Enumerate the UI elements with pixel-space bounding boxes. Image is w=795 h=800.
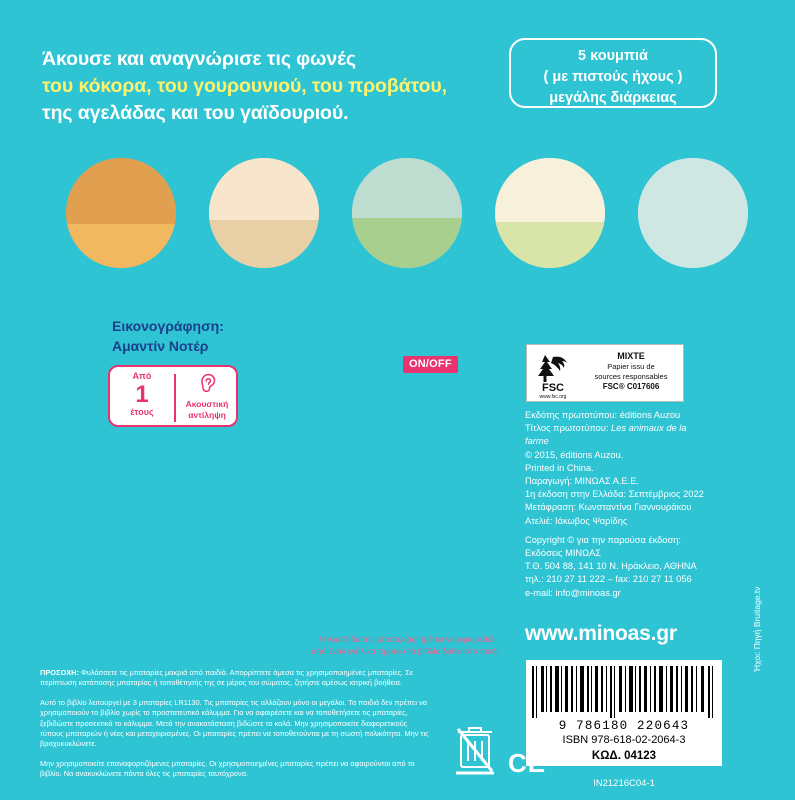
product-code: ΚΩΔ. 04123: [591, 750, 657, 762]
imprint-line: e-mail: info@minoas.gr: [525, 587, 621, 598]
animal-circle-donkey: [638, 158, 748, 268]
fsc-logo: [531, 349, 575, 399]
buttons-callout-line-3: μεγάλης διάρκειας: [549, 90, 677, 106]
ear-icon: [197, 373, 217, 393]
fsc-code: FSC® C017606: [602, 382, 660, 392]
barcode-icon: [532, 666, 716, 718]
fsc-text: [579, 350, 683, 393]
barcode-digits: 9 786180 220643: [558, 719, 690, 733]
buttons-callout-line-2: [511, 67, 715, 88]
illustrator-name: Αμαντίν Νοτέρ: [112, 338, 209, 354]
imprint-line: τηλ.: 210 27 11 222 – fax: 210 27 11 056: [525, 574, 692, 585]
legal-paragraph-3: Μην χρησιμοποιείτε επαναφορτιζόμενες μπαταρίες. Οι χρησιμοποιημένες μπαταρίες πρέπει να αφαιρούνται από το βιβλίο. Να ανακυκλώνετε πάντα όλες τις μπαταρίες ταυτόχρονα.: [40, 758, 415, 779]
animal-circle-pig: [209, 158, 319, 268]
imprint-line: Ατελιέ: Ιάκωβος Ψαρίδης: [525, 515, 628, 526]
buttons-callout-line-2-text: με πιστούς ήχους: [552, 69, 674, 85]
imprint-line: Printed in China.: [525, 462, 594, 473]
imprint-line: Μετάφραση: Κωνσταντίνα Γιαννουράκου: [525, 502, 692, 513]
isbn-number: ISBN 978-618-02-2064-3: [562, 734, 686, 746]
headline-line-1: Άκουσε και αναγνώρισε τις φωνές: [42, 48, 356, 70]
headline-line-2: του κόκορα, του γουρουνιού, του προβάτου,: [42, 75, 448, 97]
buttons-callout: [509, 38, 717, 108]
ce-mark: CE: [508, 748, 547, 778]
paren-left-icon: (: [543, 69, 549, 85]
imprint-original-title: Les animaux de la: [611, 423, 687, 434]
animal-circle-cow: [495, 158, 605, 268]
imprint-line: [525, 422, 773, 435]
imprint-line: Εκδόσεις ΜΙΝΩΑΣ: [525, 548, 602, 559]
svg-text:www.fsc.org: www.fsc.org: [539, 394, 567, 399]
paren-right-icon: ): [677, 69, 683, 85]
audio-label-line-1: Ακουστική: [185, 399, 229, 409]
imprint-original-title-label: Τίτλος πρωτοτύπου:: [525, 423, 612, 434]
fsc-tree-icon: [531, 349, 575, 399]
audio-perception-badge: [176, 371, 238, 420]
age-from-label: Από: [132, 371, 152, 381]
imprint-line: Παραγωγή: ΜΙΝΩΑΣ Α.Ε.Ε.: [525, 476, 640, 487]
legal-warnings: [40, 668, 430, 789]
illustrator-credit: [112, 316, 332, 356]
battery-tab-note-line-1: Η γλωττίδα της μπαταρίας πρέπει να αφαιρεθεί: [319, 634, 493, 644]
imprint-line: Εκδότης πρωτοτύπου: éditions Auzou: [525, 410, 681, 420]
legal-warning-body: Φυλάσσετε τις μπαταρίες μακριά από παιδιά. Απορρίπτετε άμεσα τις χρησιμοποιημένες μπαταρίες. Σε περίπτωση κατάποσης μπαταρίας ή τοποθέτησής της σε μέρος του σώματος, ζητήστε αμέσως ιατρική βοήθεια.: [40, 668, 414, 688]
battery-tab-note: [298, 634, 514, 657]
fsc-line-1: Papier issu de: [607, 362, 655, 371]
headline-line-3: της αγελάδας και του γαϊδουριού.: [42, 102, 349, 124]
animal-illustrations: [66, 158, 736, 268]
weee-bin-icon: [452, 723, 498, 781]
fsc-mixte-label: MIXTE: [617, 351, 645, 361]
age-audio-badge: [108, 365, 238, 427]
imprint-line: farme: [525, 436, 549, 447]
audio-label-line-2: αντίληψη: [188, 410, 226, 420]
svg-text:FSC: FSC: [542, 382, 564, 394]
legal-paragraph-1: [40, 668, 430, 689]
buttons-callout-line-1: 5 κουμπιά: [578, 48, 648, 64]
publisher-website[interactable]: www.minoas.gr: [525, 622, 677, 645]
age-badge: [110, 371, 174, 418]
imprint-block: [525, 409, 773, 600]
age-unit-label: έτους: [130, 407, 154, 417]
imprint-line: Τ.Θ. 504 88, 141 10 Ν. Ηράκλειο, ΑΘΗΝΑ: [525, 561, 697, 572]
legal-warning-lead: ΠΡΟΣΟΧΗ:: [40, 668, 79, 677]
internal-code: IN21216C04-1: [593, 778, 655, 789]
fsc-line-2: sources responsables: [594, 371, 668, 381]
imprint-line: © 2015, éditions Auzou.: [525, 449, 624, 460]
imprint-line: Copyright © για την παρούσα έκδοση:: [525, 534, 681, 545]
on-off-label: ON/OFF: [403, 356, 458, 373]
battery-tab-note-line-2: από έναν ενήλικα προτού το βιβλίο δοθεί στο παιδί.: [311, 645, 501, 656]
animal-circle-rooster: [66, 158, 176, 268]
sound-credit: Ήχοι: Πηγή Bruitage.tv: [752, 586, 762, 672]
imprint-line: 1η έκδοση στην Ελλάδα: Σεπτέμβριος 2022: [525, 489, 704, 500]
legal-paragraph-2: Αυτό το βιβλίο λειτουργεί με 3 μπαταρίες LR1130. Τις μπαταρίες τις αλλάζουν μόνο οι μεγάλοι. Τα παιδιά δεν πρέπει να χρησιμοποιούν το βιβλίο χωρίς το προστατευτικό κάλυμμα. Για να αφαιρέσετε και να τοποθετήσετε τις μπαταρίες, ξεβιδώστε προσεκτικά το κάλυμμα. Μετά την ανακατάσταση βιδώστε το καλά. Μην χρησιμοποιείτε διαφορετικούς τύπους μπαταριών ή νέες και μεταχειρισμένες. Οι μπαταρίες πρέπει να τοποθετούνται με τη σωστή πολικότητα. Μην τις βραχυκυκλώνετε.: [40, 697, 429, 749]
animal-circle-sheep: [352, 158, 462, 268]
illustrator-label: Εικονογράφηση:: [112, 318, 224, 334]
headline: [42, 46, 512, 127]
barcode-block: [526, 660, 722, 766]
fsc-certification-box: [526, 344, 684, 402]
age-number: 1: [135, 381, 149, 408]
